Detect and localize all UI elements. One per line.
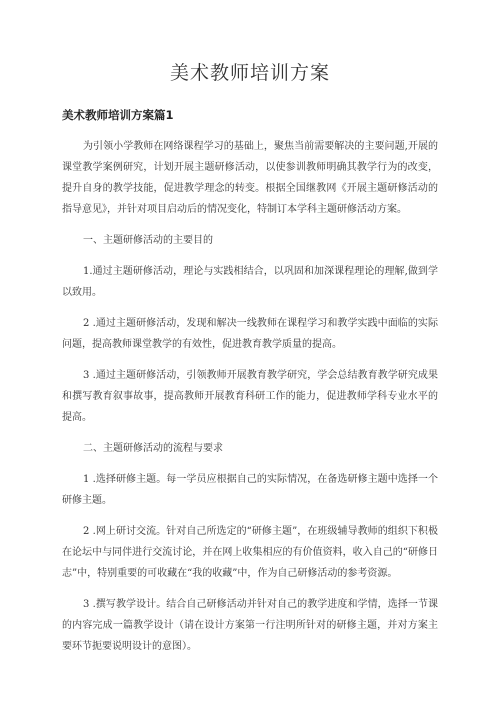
document-title: 美术教师培训方案 xyxy=(169,62,330,84)
intro-paragraph: 为引领小学教师在网络课程学习的基础上，聚焦当前需要解决的主要问题,开展的课堂教学案例研究，计划开展主题研修活动，以使参训教师明确其教学行为的改变，提升自身的教学技能，促进教学理念的转变。根据全国继教网《开展主题研修活动的指导意见》，并针对项目启动后的情况变化，特制订本学科主题研修活动方案。 xyxy=(62,141,438,215)
process-item-2: 2 .网上研讨交流。针对自己所选定的“研修主题”，在班级辅导教师的组织下积极在论坛中与同伴进行交流讨论，并在网上收集相应的有价值资料，收入自己的“研修日志”中，特别重要的可收藏在“我的收藏”中，作为自己研修活动的参考资源。 xyxy=(62,526,438,579)
purpose-item-1: 1.通过主题研修活动，理论与实践相结合，以巩固和加深课程理论的理解,做到学以致用。 xyxy=(62,266,438,298)
process-item-3: 3 .撰写教学设计。结合自己研修活动并针对自己的教学进度和学情，选择一节课的内容完成一篇教学设计（请在设计方案第一行注明所针对的研修主题，并对方案主要环节扼要说明设计的意图）。 xyxy=(62,599,438,652)
purpose-item-3: 3 .通过主题研修活动，引领教师开展教育教学研究，学会总结教育教学研究成果和撰写教育叙事故事，提高教师开展教育科研工作的能力，促进教师学科专业水平的提高。 xyxy=(62,370,438,423)
process-item-1: 1 .选择研修主题。每一学员应根据自己的实际情况，在备选研修主题中选择一个研修主题。 xyxy=(62,474,438,506)
section-heading: 美术教师培训方案篇1 xyxy=(62,108,174,122)
subheading-purpose: 一、主题研修活动的主要目的 xyxy=(83,235,213,246)
purpose-item-2: 2 .通过主题研修活动，发现和解决一线教师在课程学习和教学实践中面临的实际问题，提高教师课堂教学的有效性，促进教育教学质量的提高。 xyxy=(62,318,438,350)
subheading-process: 二、主题研修活动的流程与要求 xyxy=(83,443,223,454)
